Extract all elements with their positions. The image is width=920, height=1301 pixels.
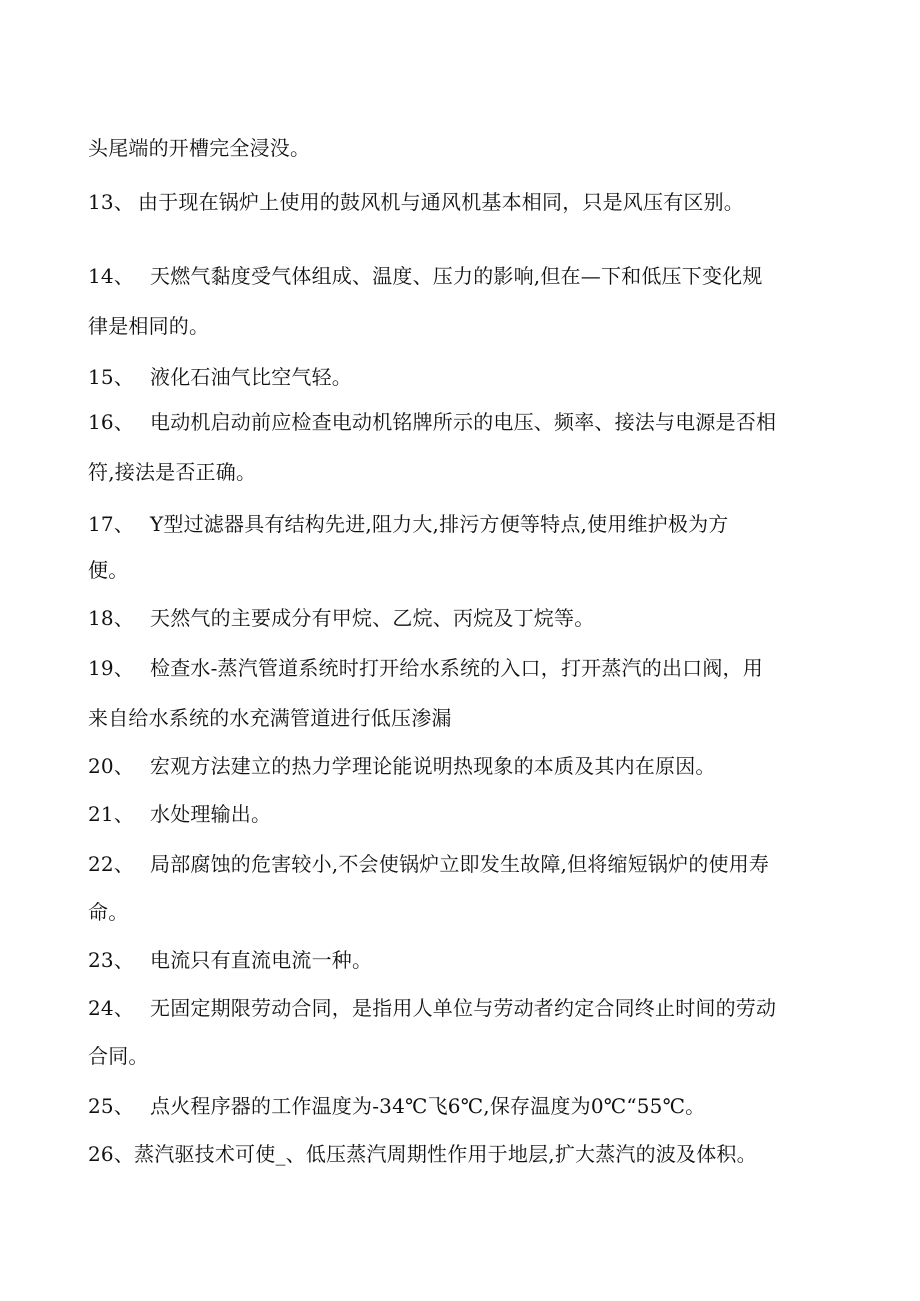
item-20 xyxy=(88,752,716,780)
item-text: 检查水-蒸汽管道系统时打开给水系统的入口，打开蒸汽的出口阀，用 xyxy=(150,656,763,680)
continuation-line xyxy=(88,556,128,584)
continuation-line xyxy=(88,312,209,340)
item-25 xyxy=(88,1092,705,1120)
item-number: 26、 xyxy=(88,1142,135,1166)
item-number: 17、 xyxy=(88,512,135,536)
item-number: 24、 xyxy=(88,996,135,1020)
line-text: 符,接法是否正确。 xyxy=(88,460,257,484)
item-22 xyxy=(88,850,769,878)
line-text: 律是相同的。 xyxy=(88,314,210,338)
line-text: 来自给水系统的水充满管道进行低压渗漏 xyxy=(88,706,452,730)
item-text: 液化石油气比空气轻。 xyxy=(150,365,352,389)
line-text: 头尾端的开槽完全浸没。 xyxy=(88,136,311,160)
item-text: 天然气的主要成分有甲烷、乙烷、丙烷及丁烷等。 xyxy=(150,606,595,630)
item-number: 13、 xyxy=(88,190,135,214)
item-26 xyxy=(88,1140,757,1168)
item-13 xyxy=(88,188,744,216)
item-text: 电动机启动前应检查电动机铭牌所示的电压、频率、接法与电源是否相 xyxy=(150,410,777,434)
continuation-line xyxy=(88,898,128,926)
item-number: 23、 xyxy=(88,948,135,972)
line-text: 合同。 xyxy=(88,1044,149,1068)
item-21 xyxy=(88,800,271,828)
item-number: 21、 xyxy=(88,802,135,826)
item-text: 无固定期限劳动合同，是指用人单位与劳动者约定合同终止时间的劳动 xyxy=(150,996,777,1020)
item-24 xyxy=(88,994,776,1022)
item-15 xyxy=(88,363,352,391)
item-text: 水处理输出。 xyxy=(150,802,272,826)
continuation-line xyxy=(88,1042,149,1070)
continuation-line xyxy=(88,458,256,486)
item-text: Y型过滤器具有结构先进,阻力大,排污方便等特点,使用维护极为方 xyxy=(150,512,729,536)
item-18 xyxy=(88,604,594,632)
item-number: 14、 xyxy=(88,264,135,288)
item-number: 25、 xyxy=(88,1094,135,1118)
item-text: 电流只有直流电流一种。 xyxy=(150,948,373,972)
item-text: 点火程序器的工作温度为-34℃飞6℃,保存温度为0℃“55℃。 xyxy=(150,1094,706,1118)
item-text: 局部腐蚀的危害较小,不会使锅炉立即发生故障,但将缩短锅炉的使用寿 xyxy=(150,852,770,876)
item-number: 22、 xyxy=(88,852,135,876)
line-text: 便。 xyxy=(88,558,129,582)
item-number: 15、 xyxy=(88,365,135,389)
item-text: 宏观方法建立的热力学理论能说明热现象的本质及其内在原因。 xyxy=(150,754,716,778)
item-14 xyxy=(88,262,763,290)
item-number: 19、 xyxy=(88,656,135,680)
item-number: 18、 xyxy=(88,606,135,630)
continuation-line xyxy=(88,704,452,732)
line-text: 命。 xyxy=(88,900,129,924)
item-text: 由于现在锅炉上使用的鼓风机与通风机基本相同，只是风压有区别。 xyxy=(138,190,744,214)
item-16 xyxy=(88,408,776,436)
continuation-line xyxy=(88,134,310,162)
item-text: 蒸汽驱技术可使_、低压蒸汽周期性作用于地层,扩大蒸汽的波及体积。 xyxy=(134,1142,757,1166)
item-text: 天燃气黏度受气体组成、温度、压力的影响,但在—下和低压下变化规 xyxy=(150,264,763,288)
item-23 xyxy=(88,946,372,974)
item-19 xyxy=(88,654,763,682)
item-17 xyxy=(88,510,728,538)
item-number: 16、 xyxy=(88,410,135,434)
item-number: 20、 xyxy=(88,754,135,778)
